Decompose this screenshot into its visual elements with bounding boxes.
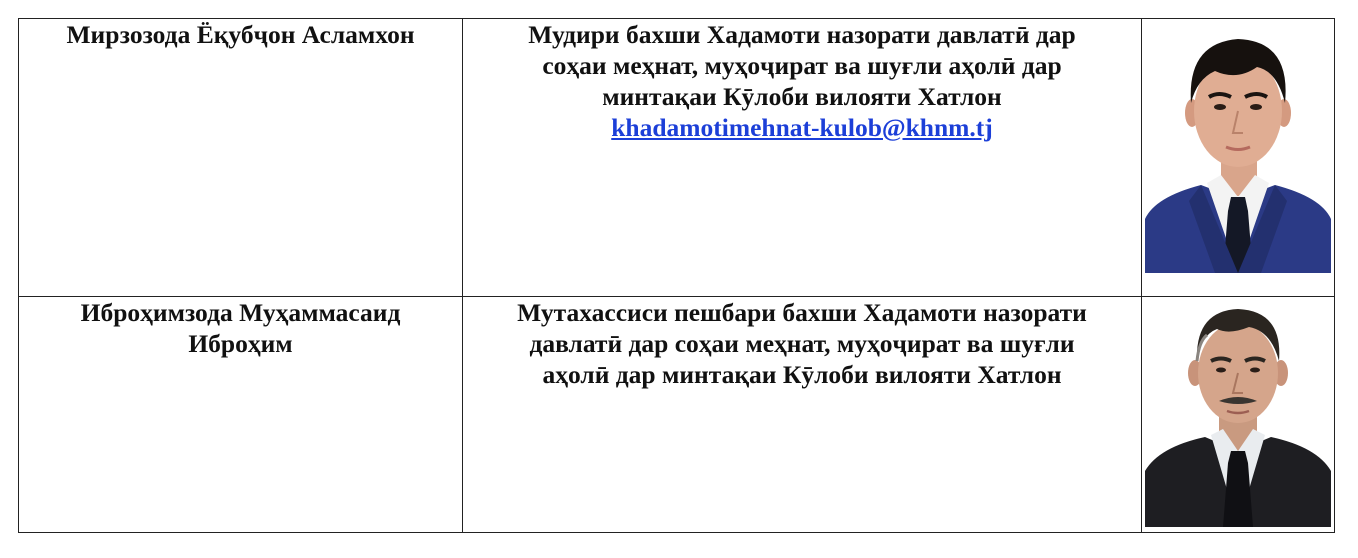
- employee-photo: [1145, 21, 1331, 273]
- photo-cell: [1142, 19, 1335, 297]
- position-line: Мутахассиси пешбари бахши Хадамоти назорати: [517, 298, 1087, 327]
- table-row: [19, 297, 1335, 533]
- portrait-older-man: [1145, 301, 1331, 527]
- employee-name: Иброҳим: [188, 329, 293, 358]
- employee-name-cell: [19, 19, 463, 297]
- employee-name: Мирзозода Ёқубҷон Асламхон: [66, 20, 415, 49]
- position-line: соҳаи меҳнат, муҳоҷират ва шуғли аҳолӣ дар: [542, 51, 1062, 80]
- position-line: Мудири бахши Хадамоти назорати давлатӣ дар: [528, 20, 1076, 49]
- staff-table: [18, 18, 1335, 533]
- position-cell: [463, 297, 1142, 533]
- table-row: [19, 19, 1335, 297]
- employee-name-cell: [19, 297, 463, 533]
- position-cell: [463, 19, 1142, 297]
- position-line: аҳолӣ дар минтақаи Кӯлоби вилояти Хатлон: [542, 360, 1062, 389]
- employee-name: Иброҳимзода Муҳаммасаид: [80, 298, 401, 327]
- position-line: давлатӣ дар соҳаи меҳнат, муҳоҷират ва шуғли: [529, 329, 1075, 358]
- photo-cell: [1142, 297, 1335, 533]
- portrait-young-man: [1145, 21, 1331, 273]
- position-line: минтақаи Кӯлоби вилояти Хатлон: [602, 82, 1002, 111]
- employee-photo: [1145, 301, 1331, 527]
- email-link[interactable]: khadamotimehnat-kulob@khnm.tj: [611, 113, 993, 142]
